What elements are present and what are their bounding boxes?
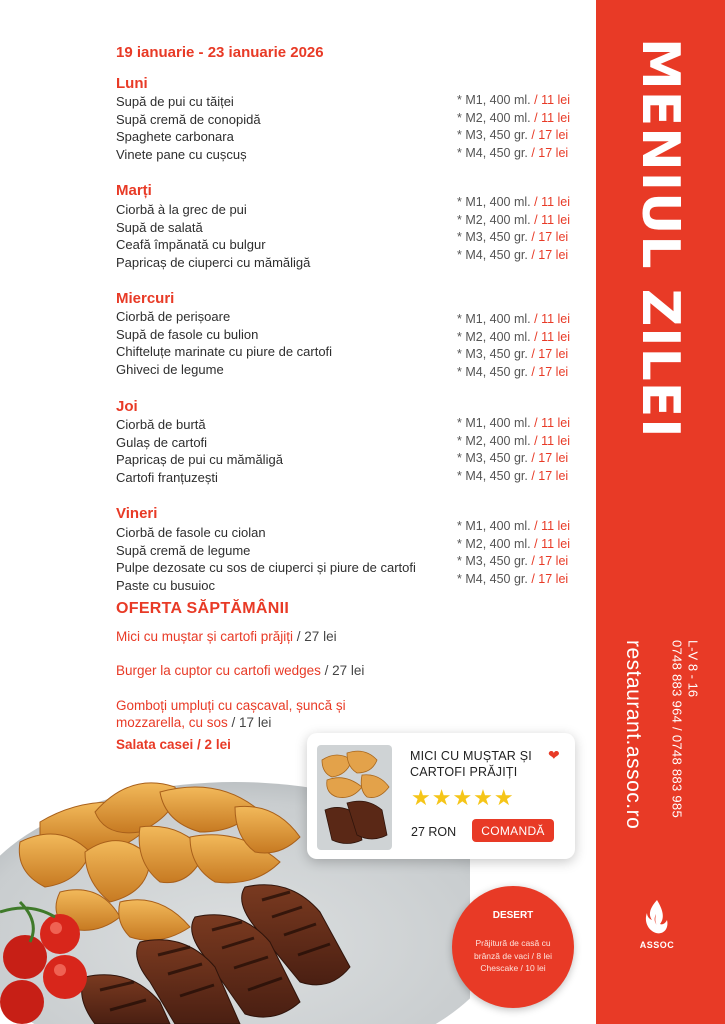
flame-logo-icon	[644, 898, 670, 936]
menu-size: * M4, 450 gr.	[457, 247, 532, 262]
brand-name: ASSOC	[639, 940, 675, 950]
menu-size: * M4, 450 gr.	[457, 571, 532, 586]
menu-size: * M1, 400 ml.	[457, 93, 535, 107]
dish-item: Ciorbă à la grec de pui	[116, 202, 247, 217]
day-heading-vineri: Vineri	[116, 505, 158, 522]
menu-title: MENIUL ZILEI	[630, 38, 690, 439]
menu-size: * M3, 450 gr.	[457, 554, 532, 568]
dish-item: Ciorbă de fasole cu ciolan	[116, 525, 266, 540]
desert-title: DESERT	[492, 910, 534, 921]
offer-item	[116, 662, 364, 679]
product-title: MICI CU MUȘTAR ȘI CARTOFI PRĂJIȚI	[410, 749, 532, 779]
price-line	[457, 247, 597, 265]
menu-cost: / 17 lei	[531, 554, 569, 568]
price-line	[457, 145, 597, 163]
dish-item: Supă de pui cu tăiței	[116, 94, 234, 109]
desert-badge	[452, 886, 574, 1008]
day-items-miercuri	[116, 308, 446, 378]
menu-cost: / 17 lei	[531, 468, 569, 483]
offer-price: / 17 lei	[227, 715, 272, 730]
menu-cost: / 17 lei	[531, 230, 569, 244]
menu-cost: / 11 lei	[534, 329, 571, 344]
menu-cost: / 17 lei	[531, 247, 569, 262]
menu-size: * M2, 400 ml.	[457, 212, 535, 227]
brand-logo	[632, 898, 682, 950]
menu-size: * M3, 450 gr.	[457, 347, 532, 361]
dish-item: Papricaș de pui cu mămăligă	[116, 452, 283, 467]
menu-size: * M4, 450 gr.	[457, 364, 532, 379]
menu-size: * M1, 400 ml.	[457, 416, 535, 430]
menu-cost: / 17 lei	[531, 145, 569, 160]
menu-size: * M1, 400 ml.	[457, 195, 535, 209]
price-line	[457, 329, 597, 347]
desert-line: Prăjitură de casă cu	[475, 938, 551, 948]
menu-size: * M2, 400 ml.	[457, 110, 535, 125]
menu-cost: / 11 lei	[534, 433, 571, 448]
menu-cost: / 11 lei	[534, 212, 571, 227]
menu-size: * M4, 450 gr.	[457, 468, 532, 483]
day-items-marti	[116, 201, 446, 271]
menu-cost: / 11 lei	[534, 416, 571, 430]
website-link[interactable]: restaurant.assoc.ro	[622, 640, 645, 830]
menu-size: * M3, 450 gr.	[457, 230, 532, 244]
day-heading-marti: Marți	[116, 182, 152, 199]
dish-item: Papricaș de ciuperci cu mămăligă	[116, 254, 311, 270]
product-thumbnail	[317, 745, 392, 850]
dish-item: Vinete pane cu cușcuș	[116, 146, 247, 162]
price-line	[457, 110, 597, 128]
menu-size: * M1, 400 ml.	[457, 312, 535, 326]
price-line	[457, 364, 597, 382]
dish-item: Gulaș de cartofi	[116, 434, 208, 450]
product-price: 27 RON	[411, 825, 457, 839]
salad-offer: Salata casei / 2 lei	[116, 737, 231, 752]
menu-size: * M2, 400 ml.	[457, 536, 535, 551]
price-line	[457, 92, 597, 110]
menu-cost: / 17 lei	[531, 364, 569, 379]
menu-cost: / 17 lei	[531, 571, 569, 586]
day-heading-joi: Joi	[116, 398, 138, 415]
menu-cost: / 11 lei	[534, 110, 571, 125]
rating-stars: ★★★★★	[411, 785, 515, 810]
desert-line: brânză de vaci / 8 lei	[474, 950, 552, 961]
price-line	[457, 433, 597, 451]
dish-item: Ceafă împănată cu bulgur	[116, 237, 266, 252]
dish-item: Cartofi franțuzești	[116, 469, 218, 485]
day-prices-luni	[457, 92, 597, 162]
phone-numbers: 0748 883 964 / 0748 883 985	[669, 640, 685, 818]
menu-size: * M3, 450 gr.	[457, 128, 532, 142]
menu-cost: / 11 lei	[534, 312, 571, 326]
order-button[interactable]: COMANDĂ	[472, 819, 554, 842]
dish-item: Ghiveci de legume	[116, 361, 224, 377]
price-line	[457, 415, 597, 433]
price-line	[457, 194, 597, 212]
menu-cost: / 17 lei	[531, 451, 569, 465]
dish-item: Pulpe dezosate cu sos de ciuperci și piure de cartofi	[116, 560, 416, 575]
menu-cost: / 17 lei	[531, 347, 569, 361]
product-card[interactable]	[307, 733, 575, 859]
product-image	[317, 745, 392, 850]
day-heading-miercuri: Miercuri	[116, 290, 175, 307]
dish-item: Chifteluțe marinate cu piure de cartofi	[116, 344, 333, 359]
dish-item: Supă de salată	[116, 219, 203, 235]
menu-size: * M2, 400 ml.	[457, 433, 535, 448]
opening-hours: L-V 8 - 16	[685, 640, 701, 698]
date-range: 19 ianuarie - 23 ianuarie 2026	[116, 44, 324, 61]
desert-line: Chescake / 10 lei	[480, 963, 546, 973]
dish-item: Spaghete carbonara	[116, 129, 234, 144]
menu-size: * M3, 450 gr.	[457, 451, 532, 465]
day-items-joi	[116, 416, 446, 486]
price-line	[457, 571, 597, 589]
day-prices-joi	[457, 415, 597, 485]
day-prices-miercuri	[457, 311, 597, 381]
price-line	[457, 518, 597, 536]
day-prices-vineri	[457, 518, 597, 588]
dish-item: Supă cremă de legume	[116, 542, 251, 558]
weekly-offer-title: OFERTA SĂPTĂMÂNII	[116, 600, 290, 617]
menu-size: * M2, 400 ml.	[457, 329, 535, 344]
menu-cost: / 17 lei	[531, 128, 569, 142]
price-line	[457, 536, 597, 554]
dish-item: Supă de fasole cu bulion	[116, 326, 259, 342]
day-items-luni	[116, 93, 446, 163]
menu-cost: / 11 lei	[534, 195, 571, 209]
day-heading-luni: Luni	[116, 75, 148, 92]
price-line	[457, 468, 597, 486]
menu-size: * M1, 400 ml.	[457, 519, 535, 533]
offer-name: Burger la cuptor cu cartofi wedges	[116, 663, 321, 678]
menu-cost: / 11 lei	[534, 519, 571, 533]
price-line	[457, 346, 597, 364]
price-line	[457, 229, 597, 247]
heart-icon[interactable]: ❤	[548, 747, 560, 763]
day-prices-marti	[457, 194, 597, 264]
price-line	[457, 311, 597, 329]
price-line	[457, 212, 597, 230]
offer-name: Gomboți umpluți cu cașcaval, șuncă și mozzarella, cu sos	[116, 698, 346, 730]
dish-item: Paste cu busuioc	[116, 577, 216, 593]
menu-size: * M4, 450 gr.	[457, 145, 532, 160]
offer-item	[116, 628, 337, 645]
dish-item: Ciorbă de burtă	[116, 417, 206, 432]
offer-name: Mici cu muștar și cartofi prăjiți	[116, 629, 294, 644]
offer-item	[116, 697, 401, 731]
menu-cost: / 11 lei	[534, 93, 571, 107]
dish-item: Ciorbă de perișoare	[116, 309, 231, 324]
day-items-vineri	[116, 524, 446, 594]
dish-item: Supă cremă de conopidă	[116, 111, 261, 127]
price-line	[457, 450, 597, 468]
offer-price: / 27 lei	[293, 629, 337, 644]
offer-price: / 27 lei	[320, 663, 365, 678]
menu-cost: / 11 lei	[534, 536, 571, 551]
price-line	[457, 553, 597, 571]
price-line	[457, 127, 597, 145]
